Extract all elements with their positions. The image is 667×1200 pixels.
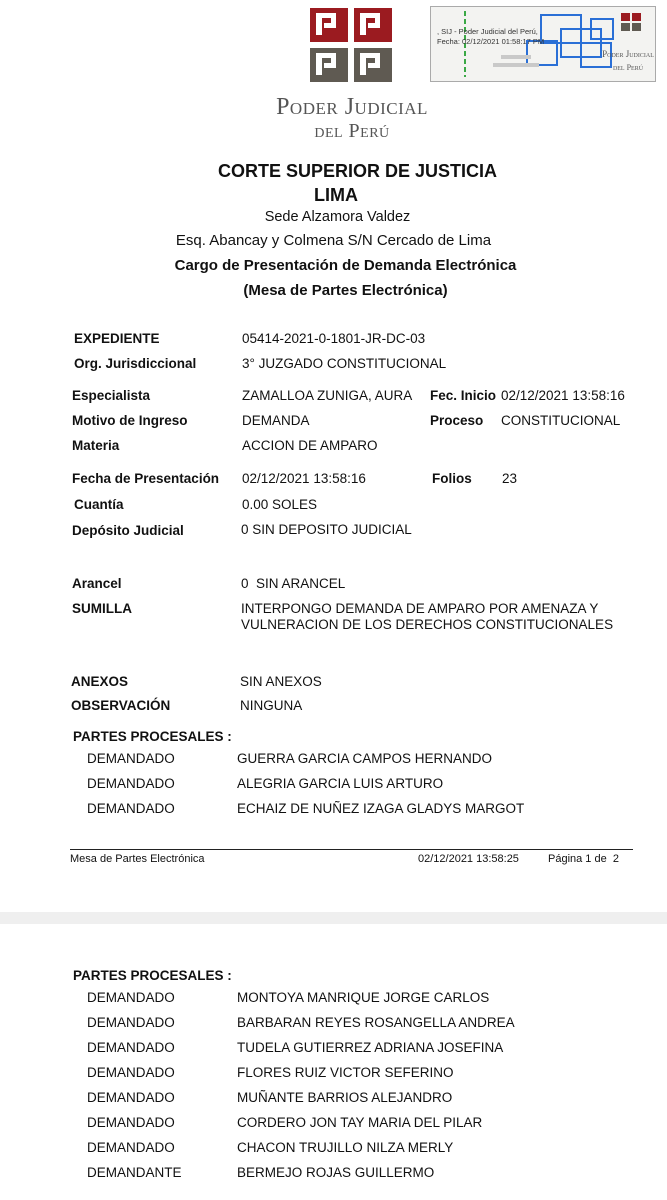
signature-logo-text1: Poder Judicial bbox=[602, 49, 654, 59]
party-name: CHACON TRUJILLO NILZA MERLY bbox=[237, 1140, 454, 1155]
fec-inicio-value: 02/12/2021 13:58:16 bbox=[501, 388, 625, 403]
party-role: DEMANDADO bbox=[87, 990, 175, 1005]
expediente-label: EXPEDIENTE bbox=[74, 331, 160, 346]
court-city: LIMA bbox=[314, 185, 358, 205]
sumilla-value-line2: VULNERACION DE LOS DERECHOS CONSTITUCIONALES bbox=[241, 617, 614, 632]
anexos-value: SIN ANEXOS bbox=[240, 674, 322, 689]
especialista-value: ZAMALLOA ZUNIGA, AURA bbox=[242, 388, 413, 403]
arancel-label: Arancel bbox=[72, 576, 122, 591]
document-title: Cargo de Presentación de Demanda Electrónica bbox=[174, 257, 517, 274]
party-name: ECHAIZ DE NUÑEZ IZAGA GLADYS MARGOT bbox=[237, 801, 525, 816]
party-name: BERMEJO ROJAS GUILLERMO bbox=[237, 1165, 435, 1180]
party-name: ALEGRIA GARCIA LUIS ARTURO bbox=[237, 776, 444, 791]
folios-value: 23 bbox=[502, 471, 518, 486]
observacion-value: NINGUNA bbox=[240, 698, 303, 713]
party-role: DEMANDADO bbox=[87, 1065, 175, 1080]
footer-rule bbox=[70, 849, 633, 850]
motivo-value: DEMANDA bbox=[242, 413, 310, 428]
deposito-value: 0 SIN DEPOSITO JUDICIAL bbox=[241, 522, 412, 537]
signature-logo-text2: del Perú bbox=[612, 63, 644, 72]
party-name: FLORES RUIZ VICTOR SEFERINO bbox=[237, 1065, 454, 1080]
party-name: MONTOYA MANRIQUE JORGE CARLOS bbox=[237, 990, 490, 1005]
folios-label: Folios bbox=[432, 471, 472, 486]
sumilla-value-line1: INTERPONGO DEMANDA DE AMPARO POR AMENAZA Y bbox=[241, 601, 599, 616]
org-label: Org. Jurisdiccional bbox=[74, 356, 197, 371]
motivo-label: Motivo de Ingreso bbox=[72, 413, 188, 428]
party-role: DEMANDADO bbox=[87, 1040, 175, 1055]
anexos-label: ANEXOS bbox=[71, 674, 129, 689]
fec-inicio-label: Fec. Inicio bbox=[430, 388, 497, 403]
party-name: GUERRA GARCIA CAMPOS HERNANDO bbox=[237, 751, 493, 766]
party-role: DEMANDADO bbox=[87, 1015, 175, 1030]
expediente-value: 05414-2021-0-1801-JR-DC-03 bbox=[242, 331, 426, 346]
party-name: CORDERO JON TAY MARIA DEL PILAR bbox=[237, 1115, 483, 1130]
document-subtitle: (Mesa de Partes Electrónica) bbox=[243, 282, 448, 299]
signature-line2: Fecha: 02/12/2021 01:58:17 PM bbox=[437, 37, 545, 46]
org-value: 3° JUZGADO CONSTITUCIONAL bbox=[242, 356, 447, 371]
party-role: DEMANDADO bbox=[87, 1090, 175, 1105]
materia-label: Materia bbox=[72, 438, 120, 453]
logo-name-line2: del Perú bbox=[314, 120, 390, 142]
especialista-label: Especialista bbox=[72, 388, 151, 403]
sede-name: Sede Alzamora Valdez bbox=[264, 209, 411, 225]
party-role: DEMANDADO bbox=[87, 751, 175, 766]
page-separator bbox=[0, 912, 667, 924]
digital-signature-stamp bbox=[430, 6, 656, 82]
poder-judicial-logo-icon bbox=[310, 8, 394, 82]
sede-address: Esq. Abancay y Colmena S/N Cercado de Lima bbox=[175, 232, 492, 249]
party-name: MUÑANTE BARRIOS ALEJANDRO bbox=[237, 1090, 453, 1105]
proceso-value: CONSTITUCIONAL bbox=[501, 413, 621, 428]
party-role: DEMANDADO bbox=[87, 1140, 175, 1155]
sumilla-label: SUMILLA bbox=[72, 601, 132, 616]
logo-name-line1: Poder Judicial bbox=[276, 94, 428, 120]
signature-line1: , SIJ - Poder Judicial del Perú, bbox=[437, 27, 538, 36]
party-name: BARBARAN REYES ROSANGELLA ANDREA bbox=[237, 1015, 515, 1030]
observacion-label: OBSERVACIÓN bbox=[71, 698, 171, 713]
proceso-label: Proceso bbox=[430, 413, 484, 428]
footer-page-number: Página 1 de 2 bbox=[548, 853, 619, 865]
partes-procesales-heading-page2: PARTES PROCESALES : bbox=[73, 968, 232, 983]
party-role: DEMANDADO bbox=[87, 776, 175, 791]
party-name: TUDELA GUTIERREZ ADRIANA JOSEFINA bbox=[237, 1040, 504, 1055]
court-name: CORTE SUPERIOR DE JUSTICIA bbox=[217, 161, 498, 181]
fecha-presentacion-label: Fecha de Presentación bbox=[72, 471, 220, 486]
arancel-value: 0 SIN ARANCEL bbox=[241, 576, 346, 591]
fecha-presentacion-value: 02/12/2021 13:58:16 bbox=[242, 471, 366, 486]
footer-timestamp: 02/12/2021 13:58:25 bbox=[418, 853, 519, 865]
materia-value: ACCION DE AMPARO bbox=[242, 438, 378, 453]
party-role: DEMANDADO bbox=[87, 1115, 175, 1130]
cuantia-value: 0.00 SOLES bbox=[242, 497, 318, 512]
cuantia-label: Cuantía bbox=[74, 497, 124, 512]
party-role: DEMANDADO bbox=[87, 801, 175, 816]
deposito-label: Depósito Judicial bbox=[72, 523, 184, 538]
party-role: DEMANDANTE bbox=[87, 1165, 182, 1180]
footer-left: Mesa de Partes Electrónica bbox=[70, 853, 205, 865]
partes-procesales-heading: PARTES PROCESALES : bbox=[73, 729, 232, 744]
